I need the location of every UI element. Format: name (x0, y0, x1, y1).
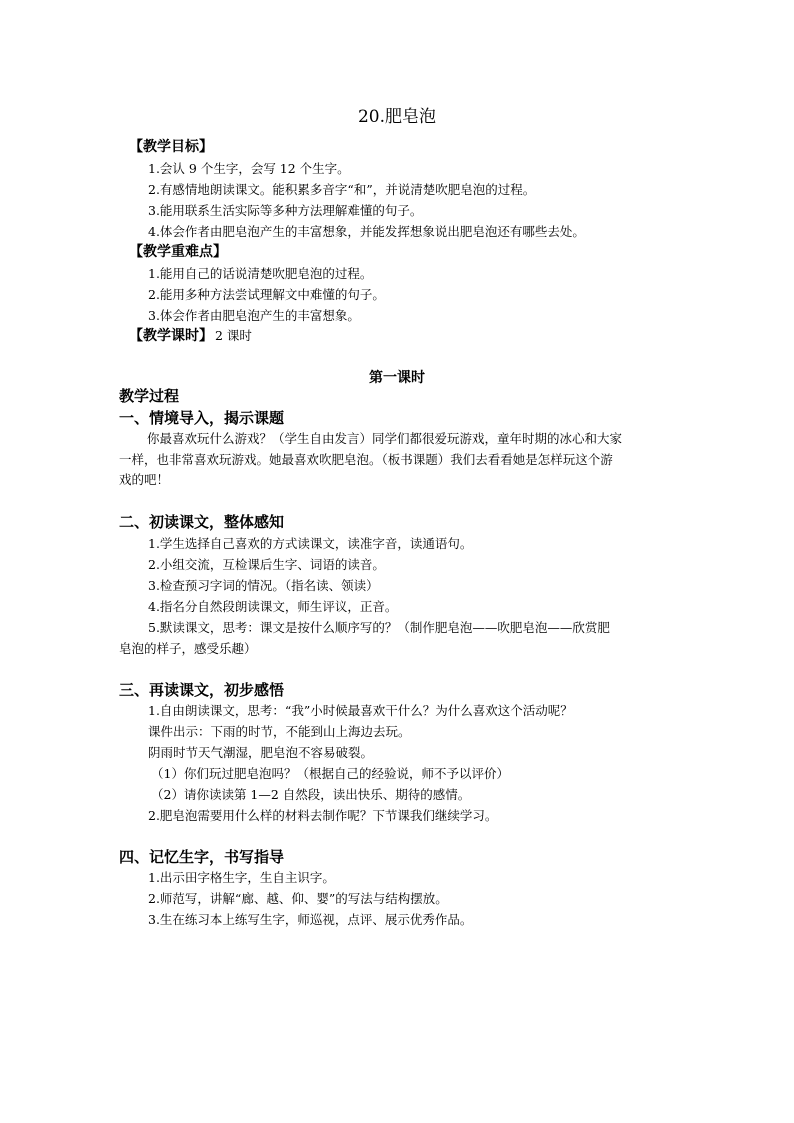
key-points-heading: 【教学重难点】 (129, 244, 227, 260)
hours-heading (129, 326, 252, 346)
goal-item-1: 1.会认 9 个生字，会写 12 个生字。 (148, 161, 350, 176)
hours-label: 【教学课时】 (129, 328, 213, 344)
part2-heading: 二、初读课文，整体感知 (119, 513, 285, 531)
part3-line-6: 2.肥皂泡需要用什么样的材料去制作呢？下节课我们继续学习。 (148, 808, 498, 823)
part2-item-1: 1.学生选择自己喜欢的方式读课文，读准字音，读通语句。 (148, 536, 473, 551)
part3-line-1: 1.自由朗读课文，思考：“我”小时候最喜欢干什么？为什么喜欢这个活动呢？ (148, 703, 573, 718)
goal-item-3: 3.能用联系生活实际等多种方法理解难懂的句子。 (148, 203, 423, 218)
part3-line-5: （2）请你读读第 1—2 自然段，读出快乐、期待的感情。 (151, 787, 471, 802)
key-point-item-3: 3.体会作者由肥皂泡产生的丰富想象。 (148, 308, 360, 323)
part4-item-1: 1.出示田字格生字，生自主识字。 (148, 870, 335, 885)
key-point-item-2: 2.能用多种方法尝试理解文中难懂的句子。 (148, 287, 385, 302)
part1-heading: 一、情境导入，揭示课题 (119, 409, 285, 427)
part3-line-2: 课件出示：下雨的时节，不能到山上海边去玩。 (148, 724, 411, 739)
part1-line-2: 一样，也非常喜欢玩游戏。她最喜欢吹肥皂泡。（板书课题）我们去看看她是怎样玩这个游 (119, 451, 613, 467)
part1-line-1: 你最喜欢玩什么游戏？（学生自由发言）同学们都很爱玩游戏，童年时期的冰心和大家 (147, 431, 623, 446)
part2-item-4: 4.指名分自然段朗读课文，师生评议，正音。 (148, 599, 398, 614)
part2-item-5-wrap: 皂泡的样子，感受乐趣） (119, 641, 257, 656)
document-title: 20.肥皂泡 (357, 107, 437, 127)
key-point-item-1: 1.能用自己的话说清楚吹肥皂泡的过程。 (148, 266, 373, 281)
process-heading: 教学过程 (119, 387, 180, 405)
part4-heading: 四、记忆生字，书写指导 (119, 848, 285, 866)
part2-item-3: 3.检查预习字词的情况。（指名读、领读） (148, 578, 379, 593)
part4-item-2: 2.师范写，讲解“廊、越、仰、婴”的写法与结构摆放。 (148, 891, 448, 906)
part2-item-2: 2.小组交流，互检课后生字、词语的读音。 (148, 557, 385, 572)
part3-heading: 三、再读课文，初步感悟 (119, 681, 285, 699)
goals-heading: 【教学目标】 (129, 139, 213, 155)
goal-item-2: 2.有感情地朗读课文。能积累多音字“和”，并说清楚吹肥皂泡的过程。 (148, 182, 536, 197)
part3-line-3: 阴雨时节天气潮湿，肥皂泡不容易破裂。 (148, 745, 374, 760)
goal-item-4: 4.体会作者由肥皂泡产生的丰富想象，并能发挥想象说出肥皂泡还有哪些去处。 (148, 224, 585, 239)
part1-line-3: 戏的吧！ (119, 472, 170, 487)
hours-value: 2 课时 (215, 328, 252, 343)
part3-line-4: （1）你们玩过肥皂泡吗？（根据自己的经验说，师不予以评价） (151, 766, 509, 781)
part1-paragraph (119, 429, 679, 491)
lesson-title: 第一课时 (369, 370, 425, 386)
part4-item-3: 3.生在练习本上练写生字，师巡视，点评、展示优秀作品。 (148, 912, 473, 927)
part2-item-5: 5.默读课文，思考：课文是按什么顺序写的？（制作肥皂泡——吹肥皂泡——欣赏肥 (148, 620, 610, 635)
